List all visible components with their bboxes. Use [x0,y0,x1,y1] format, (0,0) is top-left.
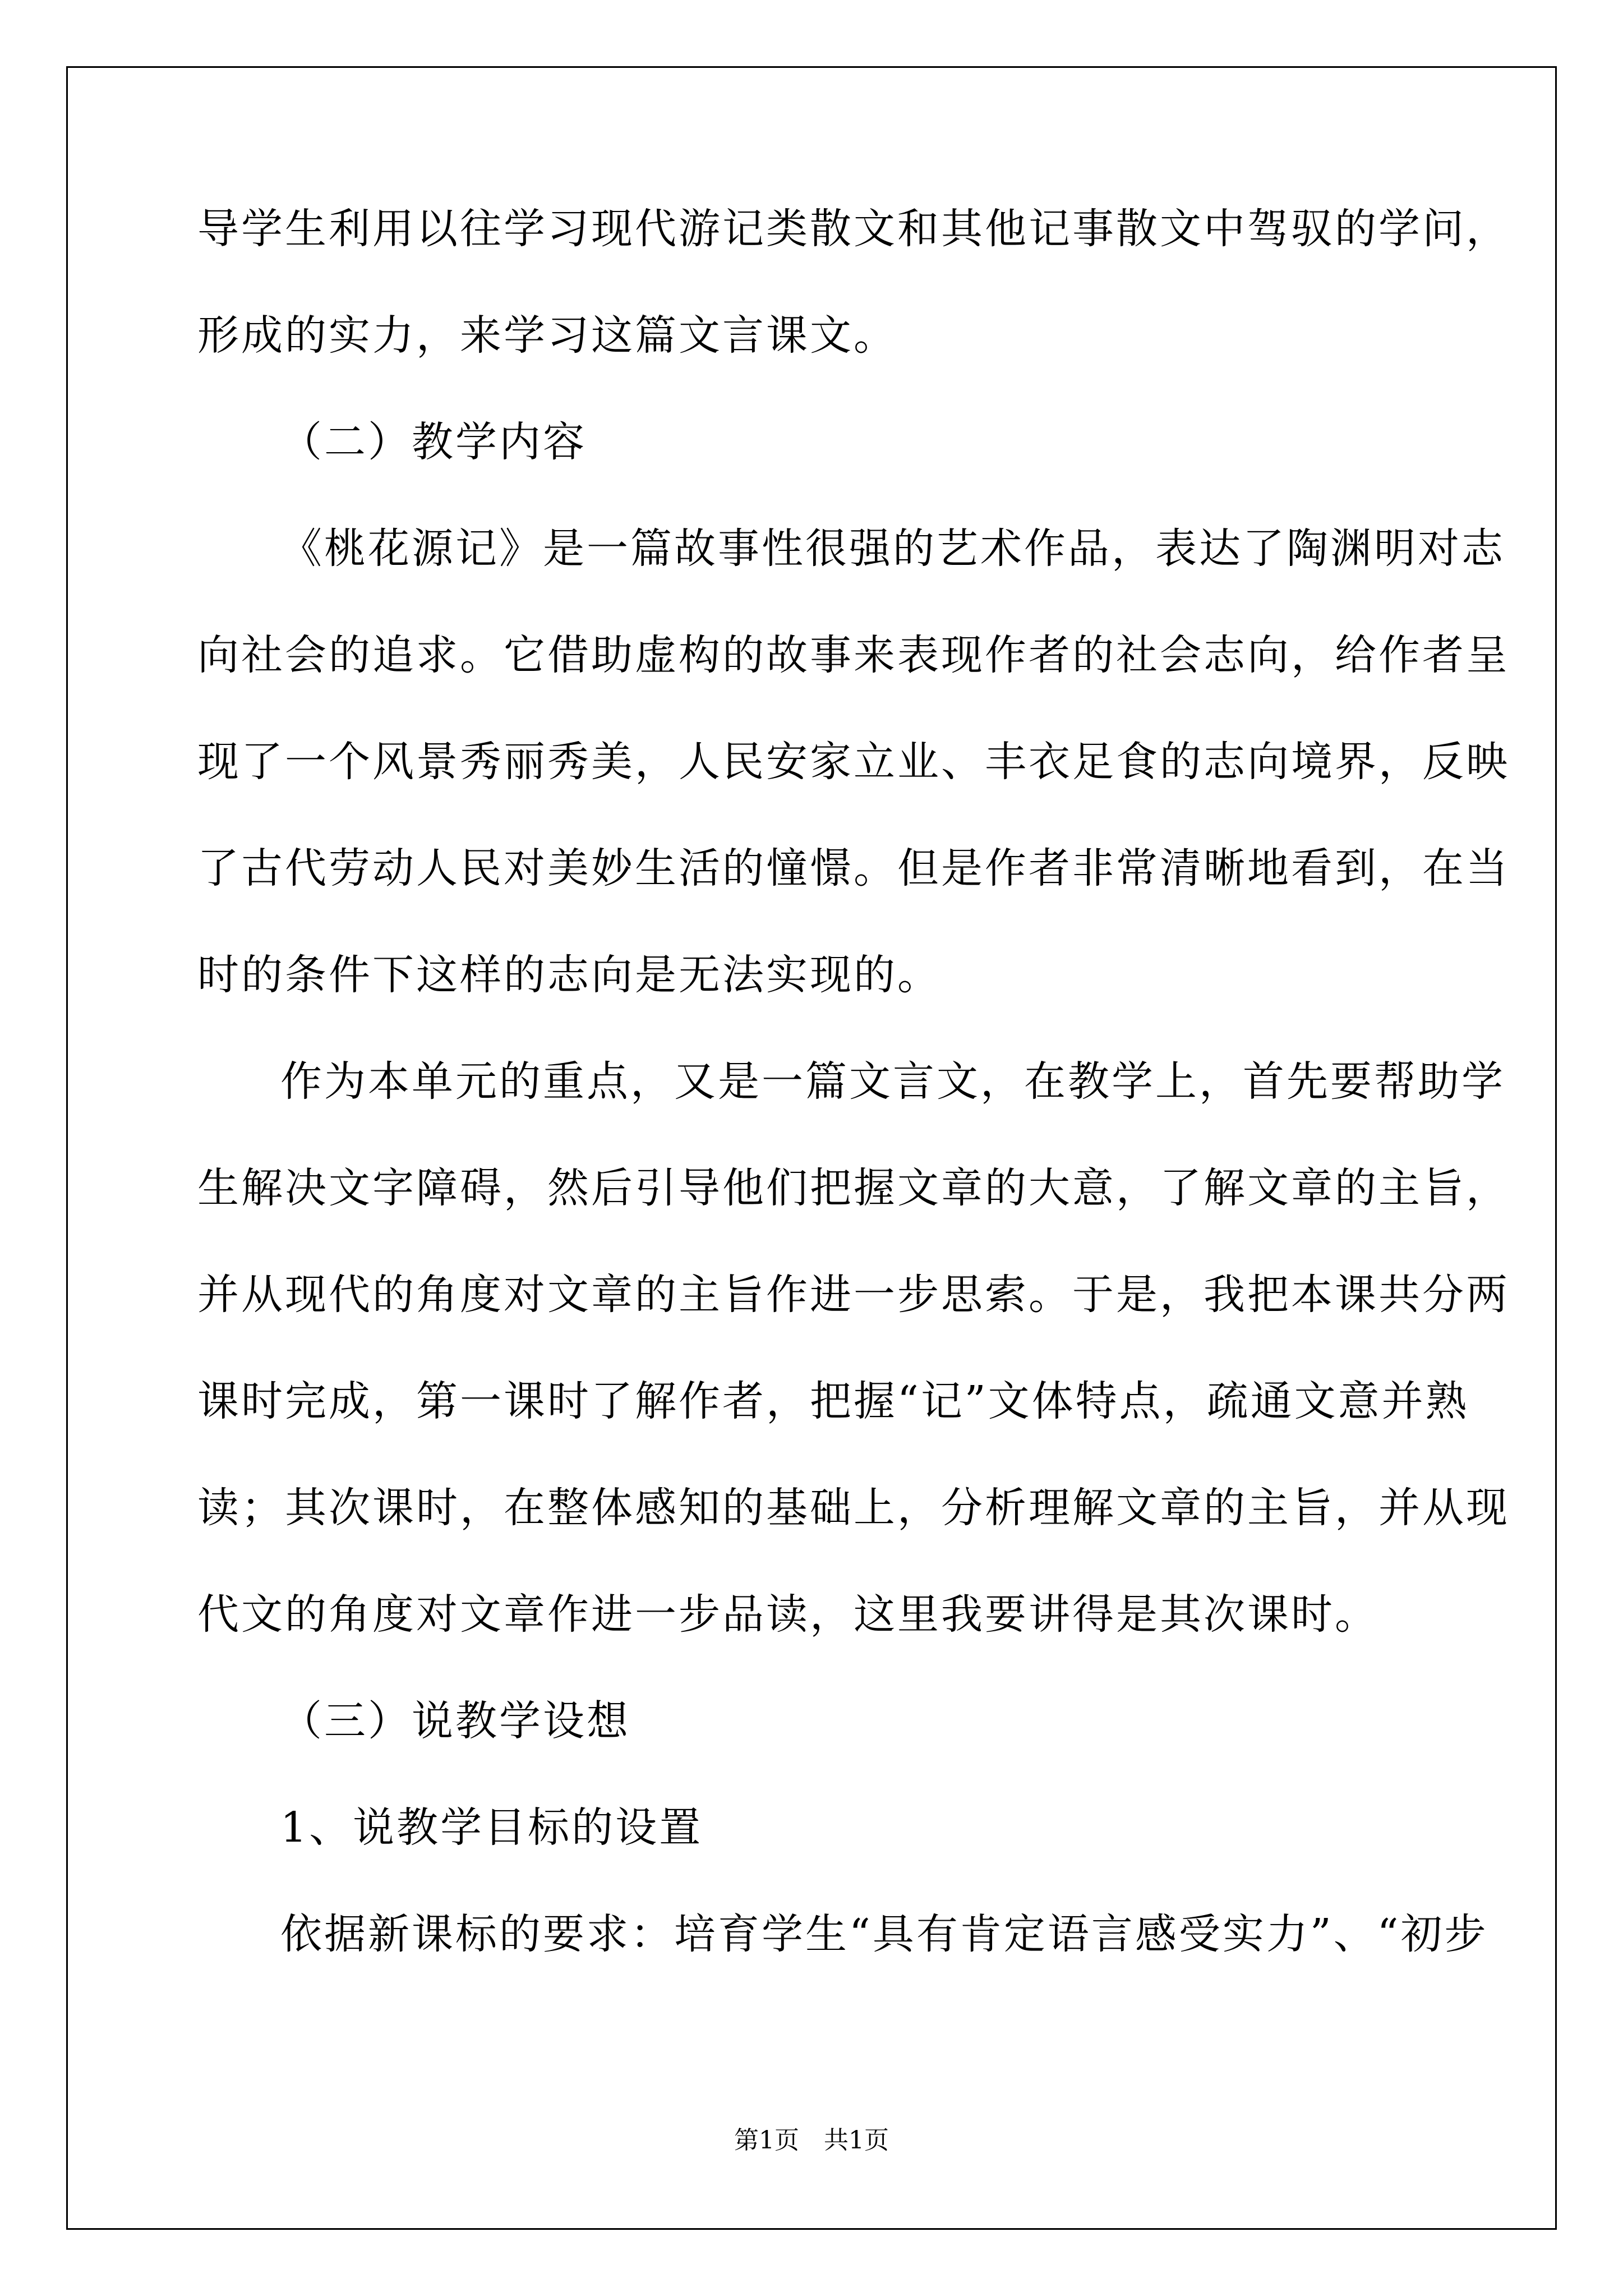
document-body [197,202,1510,2014]
paragraph-line: 读；其次课时，在整体感知的基础上，分析理解文章的主旨，并从现 [197,1484,1510,1532]
subsection-heading: 1、说教学目标的设置 [280,1803,703,1852]
paragraph-line: 时的条件下这样的志向是无法实现的。 [197,951,941,999]
paragraph-line: 了古代劳动人民对美妙生活的憧憬。但是作者非常清晰地看到，在当 [197,844,1510,892]
paragraph-line: 并从现代的角度对文章的主旨作进一步思索。于是，我把本课共分两 [197,1271,1510,1319]
paragraph-line: 课时完成，第一课时了解作者，把握“记”文体特点，疏通文意并熟 [197,1377,1469,1425]
paragraph-line: 《桃花源记》是一篇故事性很强的艺术作品，表达了陶渊明对志 [280,524,1505,573]
paragraph-line: 代文的角度对文章作进一步品读，这里我要讲得是其次课时。 [197,1590,1378,1639]
paragraph-line: 向社会的追求。它借助虚构的故事来表现作者的社会志向，给作者呈 [197,631,1510,679]
paragraph-line: 依据新课标的要求：培育学生“具有肯定语言感受实力”、“初步 [280,1910,1488,1958]
section-heading: （三）说教学设想 [280,1697,630,1745]
paragraph-line: 形成的实力，来学习这篇文言课文。 [197,311,897,360]
paragraph-line: 作为本单元的重点，又是一篇文言文，在教学上，首先要帮助学 [280,1057,1505,1106]
paragraph-line: 现了一个风景秀丽秀美，人民安家立业、丰衣足食的志向境界，反映 [197,738,1510,786]
section-heading: （二）教学内容 [280,418,587,466]
paragraph-line: 生解决文字障碍，然后引导他们把握文章的大意，了解文章的主旨， [197,1164,1510,1212]
paragraph-line: 导学生利用以往学习现代游记类散文和其他记事散文中驾驭的学问， [197,205,1510,253]
page-number-footer: 第1页 共1页 [734,2126,889,2155]
